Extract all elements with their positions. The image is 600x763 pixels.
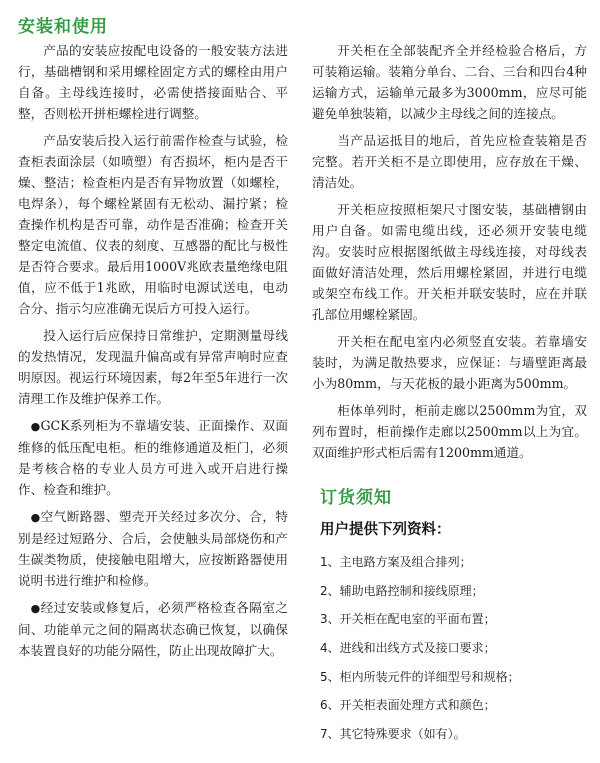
bullet-text: 经过安装或修复后，必须严格检查各隔室之间、功能单元之间的隔离状态确已恢复，以确保本装置良好的功能分隔性，防止出现故障扩大。 [18, 600, 288, 658]
list-item: 2、辅助电路控制和接线原理； [320, 583, 484, 598]
section-title-installation: 安装和使用 [18, 17, 108, 37]
list-item: 7、其它特殊要求（如有）。 [320, 727, 466, 742]
list-item: 4、进线和出线方式及接口要求； [320, 641, 496, 656]
list-item: 6、开关柜表面处理方式和颜色； [320, 698, 496, 713]
paragraph: 产品的安装应按配电设备的一般安装方法进行，基础槽钢和采用螺栓固定方式的螺栓由用户自备。主母线连接时，必需使搭接面贴合、平整，否则松开拼柜螺栓进行调整。 [18, 43, 288, 121]
paragraph: 开关柜在配电室内必须竖直安装。若靠墙安装时，为满足散热要求，应保证：与墙壁距离最小为80mm，与天花板的最小距离为500mm。 [312, 334, 587, 391]
paragraph: 开关柜应按照柜架尺寸图安装，基础槽钢由用户自备。如需电缆出线，还必须开安装电缆沟。安装时应根据图纸做主母线连接，对母线表面做好清洁处理，然后用螺栓紧固，并进行电缆或架空布线工作。开关柜并联安装时，应在并联孔部位用螺栓紧固。 [312, 202, 587, 322]
bullet-text: GCK系列柜为不靠墙安装、正面操作、双面维修的低压配电柜。柜的维修通道及柜门，必须是考核合格的专业人员方可进入或开启进行操作、检查和维护。 [18, 418, 288, 497]
bullet-icon: ● [30, 511, 41, 524]
bullet-paragraph [18, 415, 288, 500]
section-title-ordering: 订货须知 [320, 488, 392, 508]
list-item: 5、柜内所装元件的详细型号和规格； [320, 669, 520, 684]
bullet-paragraph [18, 506, 288, 591]
paragraph: 开关柜在全部装配齐全并经检验合格后，方可装箱运输。装箱分单台、二台、三台和四台4种运输方式，运输单元最多为3000mm，应尽可能避免单独装箱，以减少主母线之间的连接点。 [312, 43, 587, 121]
requirements-title: 用户提供下列资料： [320, 522, 451, 538]
bullet-icon: ● [30, 602, 41, 615]
paragraph: 投入运行后应保持日常维护，定期测量母线的发热情况，发现温升偏高或有异常声响时应查明原因。视运行环境因素，每2年至5年进行一次清理工作及维护保养工作。 [18, 328, 288, 406]
requirements-list [320, 552, 520, 753]
bullet-text: 空气断路器、塑壳开关经过多次分、合，特别是经过短路分、合后，会使触头局部烧伤和产生碳类物质，使接触电阻增大，应按断路器使用说明书进行维护和检修。 [18, 509, 288, 588]
bullet-paragraph [18, 597, 288, 661]
list-item: 3、开关柜在配电室的平面布置； [320, 612, 496, 627]
right-column [312, 40, 587, 469]
left-column [18, 40, 288, 667]
paragraph: 当产品运抵目的地后，首先应检查装箱是否完整。若开关柜不是立即使用，应存放在干燥、清洁处。 [312, 133, 587, 190]
list-item: 1、主电路方案及组合排列； [320, 555, 472, 569]
bullet-icon: ● [30, 420, 41, 433]
paragraph: 柜体单列时，柜前走廊以2500mm为宜，双列布置时，柜前操作走廊以2500mm以上为宜。双面维护形式柜后需有1200mm通道。 [312, 403, 587, 460]
paragraph: 产品安装后投入运行前需作检查与试验，检查柜表面涂层（如喷塑）有否损坏，柜内是否干燥、整洁；检查柜内是否有异物放置（如螺栓，电焊条），每个螺栓紧固有无松动、漏拧紧；检查操作机构是否可靠，动作是否准确；检查开关整定电流值、仪表的刻度、互感器的配比与极性是否符合要求。最后用1000V兆欧表量绝缘电阻值，应不低于1兆欧，用临时电源试送电，电动合分、指示匀应准确无误后方可投入运行。 [18, 133, 288, 316]
